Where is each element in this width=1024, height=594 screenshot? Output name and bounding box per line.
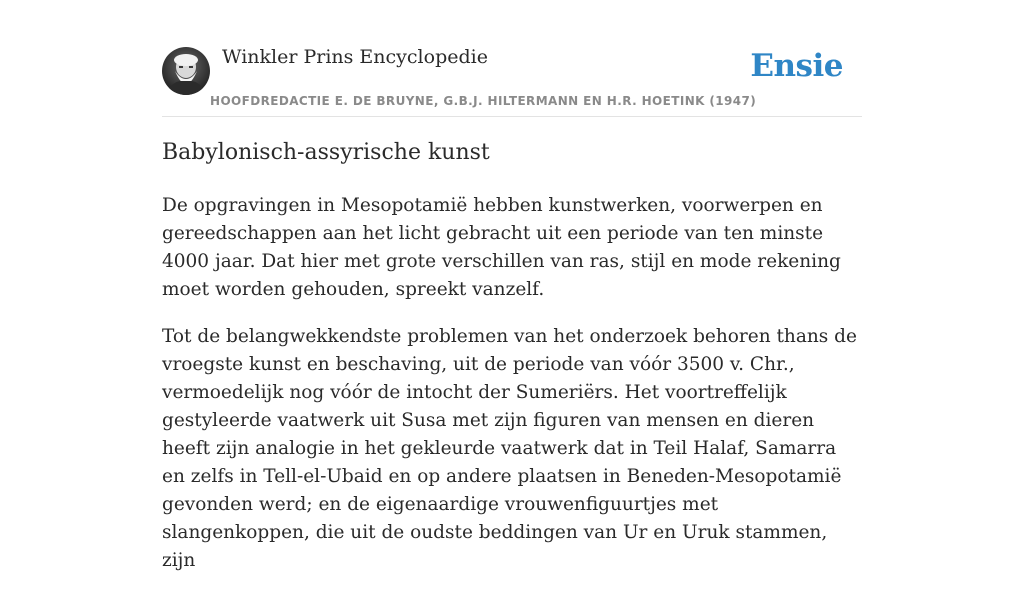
site-title[interactable]: Winkler Prins Encyclopedie <box>222 46 488 68</box>
article-title: Babylonisch-assyrische kunst <box>162 140 490 165</box>
portrait-avatar[interactable] <box>162 47 210 95</box>
article-paragraph: De opgravingen in Mesopotamië hebben kunstwerken, voorwerpen en gereedschappen aan het licht gebracht uit een periode van ten minste 4000 jaar. Dat hier met grote verschillen van ras, stijl en mode rekening moet worden gehouden, spreekt vanzelf. <box>162 195 841 300</box>
portrait-icon <box>162 47 210 95</box>
article-paragraph: Tot de belangwekkendste problemen van het onderzoek behoren thans de vroegste kunst en beschaving, uit de periode van vóór 3500 v. Chr., vermoedelijk nog vóór de intocht der Sumeriërs. Het voortreffelijk gestyleerde vaatwerk uit Susa met zijn figuren van mensen en dieren heeft zijn analogie in het gekleurde vaatwerk dat in Teil Halaf, Samarra en zelfs in Tell-el-Ubaid en op andere plaatsen in Beneden-Mesopotamië gevonden werd; en de eigenaardige vrouwenfiguurtjes met slangenkoppen, die uit de oudste beddingen van Ur en Uruk stammen, zijn <box>162 326 857 571</box>
page <box>162 0 862 571</box>
brand-logo[interactable]: Ensie <box>750 48 843 84</box>
site-header <box>162 0 862 117</box>
article-body <box>162 192 862 594</box>
editorial-credits: HOOFDREDACTIE E. DE BRUYNE, G.B.J. HILTERMANN EN H.R. HOETINK (1947) <box>210 94 757 108</box>
